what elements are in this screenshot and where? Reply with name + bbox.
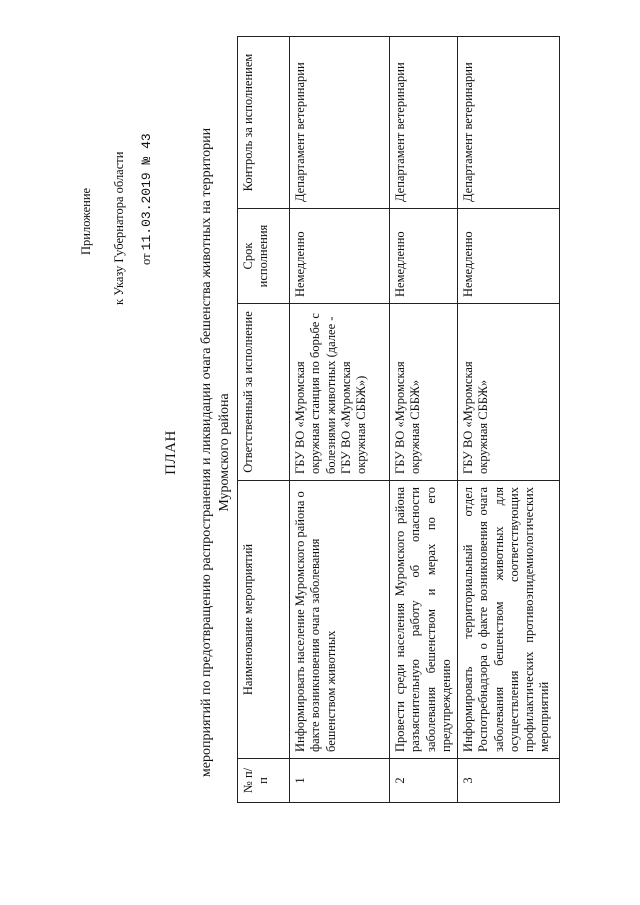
column-header-term: Срок исполнения xyxy=(238,209,290,304)
table-header-row xyxy=(238,37,290,803)
date-handwritten: 11.03.2019 № 43 xyxy=(139,133,154,251)
row-number: 1 xyxy=(290,759,390,803)
responsible-party: ГБУ ВО «Муромская окружная станция по борьбе с болезнями животных (далее - ГБУ ВО «Муромская окружная СББЖ») xyxy=(290,304,390,481)
table-row xyxy=(390,37,458,803)
control-party: Департамент ветеринарии xyxy=(458,37,560,209)
table-row xyxy=(458,37,560,803)
row-number: 3 xyxy=(458,759,560,803)
control-party: Департамент ветеринарии xyxy=(390,37,458,209)
execution-term: Немедленно xyxy=(458,209,560,304)
decree-reference: к Указу Губернатора области xyxy=(112,151,126,305)
column-header-number: № п/п xyxy=(238,759,290,803)
responsible-party: ГБУ ВО «Муромская окружная СББЖ» xyxy=(458,304,560,481)
decree-date xyxy=(138,133,156,265)
appendix-label: Приложение xyxy=(79,187,93,255)
plan-title: ПЛАН xyxy=(163,430,179,475)
plan-subtitle-district: Муромского района xyxy=(217,393,232,512)
execution-term: Немедленно xyxy=(290,209,390,304)
measure-name: Информировать территориальный отдел Роспотребнадзора о факте возникновения очага заболевания бешенством животных для осуществления соответствующих профилактических противоэпидемиологических мероприятий xyxy=(458,481,560,759)
plan-table xyxy=(237,36,560,803)
column-header-responsible: Ответственный за исполнение xyxy=(238,304,290,481)
plan-subtitle: мероприятий по предотвращению распространения и ликвидации очага бешенства животных на территории xyxy=(199,127,214,778)
table-row xyxy=(290,37,390,803)
date-prefix: от xyxy=(139,253,153,265)
execution-term: Немедленно xyxy=(390,209,458,304)
row-number: 2 xyxy=(390,759,458,803)
measure-name: Провести среди населения Муромского района разъяснительную работу об опасности заболевания бешенством и мерах по его предупреждению xyxy=(390,481,458,759)
control-party: Департамент ветеринарии xyxy=(290,37,390,209)
column-header-control: Контроль за исполнением xyxy=(238,37,290,209)
responsible-party: ГБУ ВО «Муромская окружная СББЖ» xyxy=(390,304,458,481)
measure-name: Информировать население Муромского района о факте возникновения очага заболевания бешенством животных xyxy=(290,481,390,759)
column-header-name: Наименование мероприятий xyxy=(238,481,290,759)
